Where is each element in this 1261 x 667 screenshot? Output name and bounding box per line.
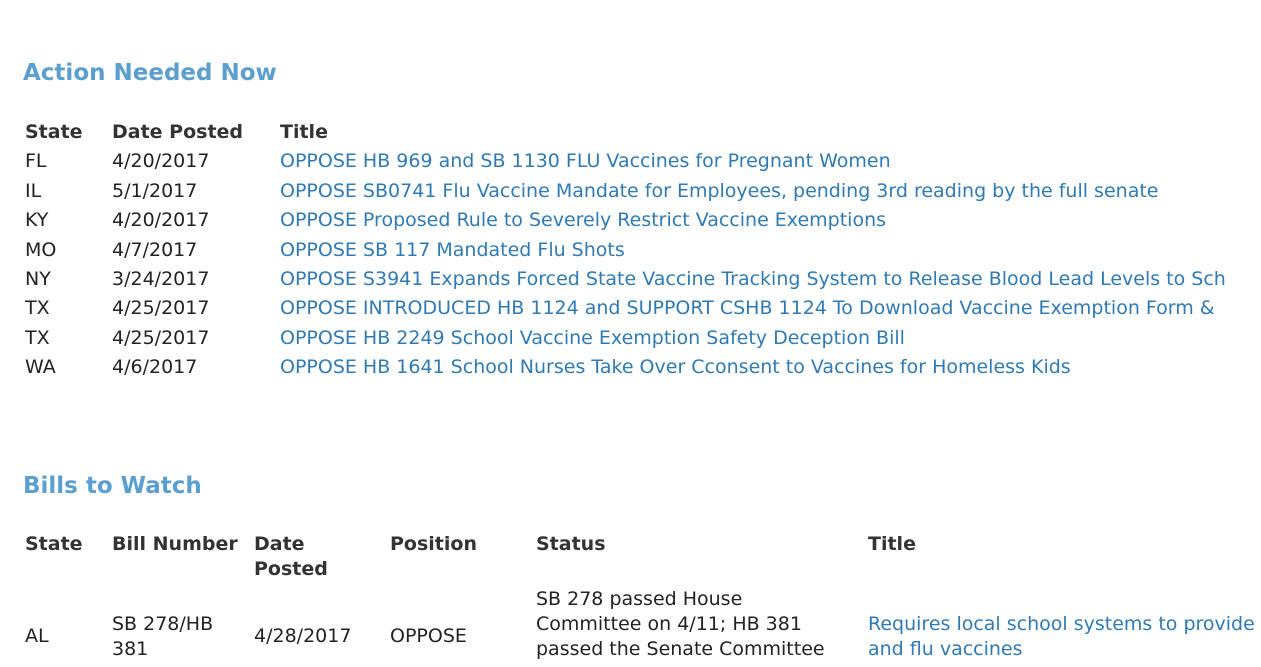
row-date: 4/20/2017 — [112, 209, 210, 232]
row-state: AL — [25, 625, 49, 647]
row-state: NY — [25, 267, 51, 290]
row-title-link[interactable]: OPPOSE Proposed Rule to Severely Restrict Vaccine Exemptions — [280, 209, 887, 232]
row-title-link[interactable]: OPPOSE HB 969 and SB 1130 FLU Vaccines for Pregnant Women — [280, 150, 891, 173]
row-state: FL — [25, 150, 47, 173]
row-date: 4/6/2017 — [112, 356, 198, 379]
header-date-posted: Date Posted — [254, 533, 328, 580]
row-title-link[interactable]: OPPOSE SB0741 Flu Vaccine Mandate for Employees, pending 3rd reading by the full senate — [280, 179, 1159, 202]
row-date: 5/1/2017 — [112, 179, 198, 202]
header-state: State — [25, 121, 83, 143]
header-title: Title — [280, 121, 328, 143]
table-row — [25, 587, 1261, 667]
row-state: TX — [25, 326, 50, 349]
row-date: 4/25/2017 — [112, 326, 210, 349]
row-date-posted: 4/28/2017 — [254, 625, 352, 647]
row-state: IL — [25, 179, 42, 202]
header-position: Position — [390, 533, 477, 555]
row-state: KY — [25, 209, 49, 232]
row-status: SB 278 passed House Committee on 4/11; HB 381 passed the Senate Committee — [536, 588, 825, 660]
row-state: WA — [25, 356, 56, 379]
row-date: 4/25/2017 — [112, 297, 210, 320]
row-state: MO — [25, 238, 57, 261]
row-title-link[interactable]: OPPOSE HB 1641 School Nurses Take Over Cconsent to Vaccines for Homeless Kids — [280, 356, 1071, 379]
header-title: Title — [868, 533, 916, 555]
row-date: 4/7/2017 — [112, 238, 198, 261]
row-bill-number: SB 278/HB 381 — [112, 613, 214, 660]
row-position: OPPOSE — [390, 625, 467, 647]
row-title-link[interactable]: OPPOSE SB 117 Mandated Flu Shots — [280, 238, 625, 261]
header-date-posted: Date Posted — [112, 121, 244, 143]
row-date: 3/24/2017 — [112, 267, 210, 290]
row-title-link[interactable]: OPPOSE HB 2249 School Vaccine Exemption Safety Deception Bill — [280, 326, 905, 349]
header-bill-number: Bill Number — [112, 533, 238, 555]
section-title-action-needed: Action Needed Now — [23, 60, 277, 86]
row-state: TX — [25, 297, 50, 320]
row-title-link[interactable]: OPPOSE S3941 Expands Forced State Vaccine Tracking System to Release Blood Lead Levels to Sch — [280, 267, 1226, 290]
section-title-bills-to-watch: Bills to Watch — [23, 473, 202, 499]
row-title-link[interactable]: Requires local school systems to provide and flu vaccines — [868, 613, 1255, 660]
header-state: State — [25, 533, 83, 555]
header-status: Status — [536, 533, 606, 555]
row-date: 4/20/2017 — [112, 150, 210, 173]
row-title-link[interactable]: OPPOSE INTRODUCED HB 1124 and SUPPORT CSHB 1124 To Download Vaccine Exemption Form & — [280, 297, 1215, 320]
